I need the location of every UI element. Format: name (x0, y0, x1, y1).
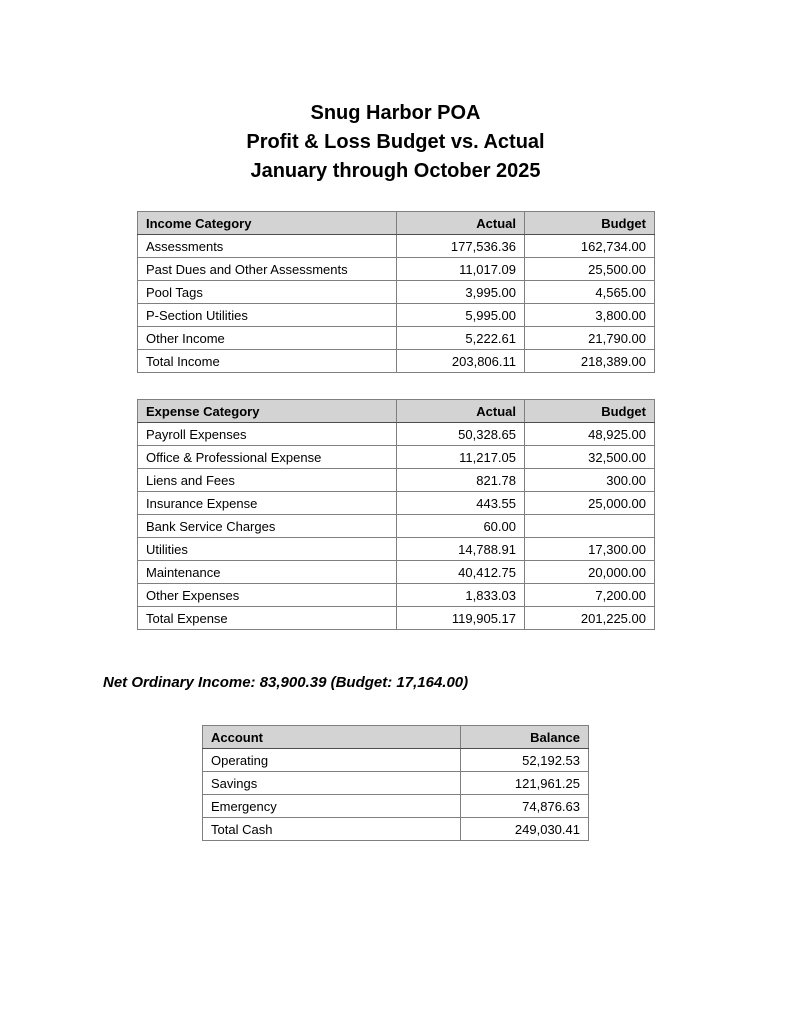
value-cell: 40,412.75 (397, 561, 525, 584)
report-title-block (0, 99, 791, 186)
column-header: Account (203, 726, 461, 749)
category-cell: Other Income (138, 327, 397, 350)
report-title-company: Snug Harbor POA (310, 102, 481, 124)
value-cell: 177,536.36 (397, 235, 525, 258)
table-row (138, 304, 655, 327)
column-header: Income Category (138, 212, 397, 235)
value-cell: 443.55 (397, 492, 525, 515)
column-header: Actual (397, 400, 525, 423)
value-cell: 5,995.00 (397, 304, 525, 327)
category-cell: Operating (203, 749, 461, 772)
table-row (138, 584, 655, 607)
value-cell: 60.00 (397, 515, 525, 538)
category-cell: Other Expenses (138, 584, 397, 607)
account-balance-table (202, 725, 589, 841)
column-header: Actual (397, 212, 525, 235)
table-row (138, 469, 655, 492)
value-cell: 25,000.00 (525, 492, 655, 515)
category-cell: Utilities (138, 538, 397, 561)
value-cell: 3,800.00 (525, 304, 655, 327)
net-ordinary-income-summary: Net Ordinary Income: 83,900.39 (Budget: 17,164.00) (103, 674, 469, 691)
table-row (138, 538, 655, 561)
column-header: Expense Category (138, 400, 397, 423)
category-cell: Savings (203, 772, 461, 795)
value-cell: 7,200.00 (525, 584, 655, 607)
value-cell: 50,328.65 (397, 423, 525, 446)
table-row (138, 423, 655, 446)
table-row (138, 350, 655, 373)
table-row (138, 235, 655, 258)
category-cell: Emergency (203, 795, 461, 818)
column-header: Balance (461, 726, 589, 749)
report-title-period: January through October 2025 (250, 160, 541, 182)
value-cell: 203,806.11 (397, 350, 525, 373)
value-cell: 11,017.09 (397, 258, 525, 281)
income-table (137, 211, 655, 373)
header-row (203, 726, 589, 749)
value-cell: 17,300.00 (525, 538, 655, 561)
value-cell: 821.78 (397, 469, 525, 492)
table-row (138, 515, 655, 538)
value-cell: 201,225.00 (525, 607, 655, 630)
value-cell: 14,788.91 (397, 538, 525, 561)
table-row (138, 258, 655, 281)
value-cell: 20,000.00 (525, 561, 655, 584)
category-cell: Past Dues and Other Assessments (138, 258, 397, 281)
category-cell: Total Income (138, 350, 397, 373)
category-cell: Assessments (138, 235, 397, 258)
value-cell: 74,876.63 (461, 795, 589, 818)
value-cell: 300.00 (525, 469, 655, 492)
category-cell: Payroll Expenses (138, 423, 397, 446)
value-cell: 52,192.53 (461, 749, 589, 772)
value-cell: 3,995.00 (397, 281, 525, 304)
category-cell: Office & Professional Expense (138, 446, 397, 469)
category-cell: Total Expense (138, 607, 397, 630)
category-cell: Bank Service Charges (138, 515, 397, 538)
table-row (203, 772, 589, 795)
value-cell: 1,833.03 (397, 584, 525, 607)
value-cell: 5,222.61 (397, 327, 525, 350)
category-cell: Maintenance (138, 561, 397, 584)
category-cell: Pool Tags (138, 281, 397, 304)
table-row (203, 795, 589, 818)
value-cell: 4,565.00 (525, 281, 655, 304)
category-cell: Liens and Fees (138, 469, 397, 492)
table-row (138, 561, 655, 584)
table-row (203, 818, 589, 841)
category-cell: P-Section Utilities (138, 304, 397, 327)
category-cell: Insurance Expense (138, 492, 397, 515)
value-cell: 119,905.17 (397, 607, 525, 630)
table-row (138, 281, 655, 304)
value-cell (525, 515, 655, 538)
value-cell: 48,925.00 (525, 423, 655, 446)
column-header: Budget (525, 400, 655, 423)
value-cell: 25,500.00 (525, 258, 655, 281)
table-row (203, 749, 589, 772)
table-row (138, 446, 655, 469)
header-row (138, 212, 655, 235)
table-row (138, 607, 655, 630)
report-title-type: Profit & Loss Budget vs. Actual (246, 131, 545, 153)
category-cell: Total Cash (203, 818, 461, 841)
header-row (138, 400, 655, 423)
value-cell: 218,389.00 (525, 350, 655, 373)
value-cell: 32,500.00 (525, 446, 655, 469)
table-row (138, 492, 655, 515)
value-cell: 11,217.05 (397, 446, 525, 469)
expense-table (137, 399, 655, 630)
value-cell: 21,790.00 (525, 327, 655, 350)
value-cell: 121,961.25 (461, 772, 589, 795)
value-cell: 162,734.00 (525, 235, 655, 258)
column-header: Budget (525, 212, 655, 235)
value-cell: 249,030.41 (461, 818, 589, 841)
table-row (138, 327, 655, 350)
